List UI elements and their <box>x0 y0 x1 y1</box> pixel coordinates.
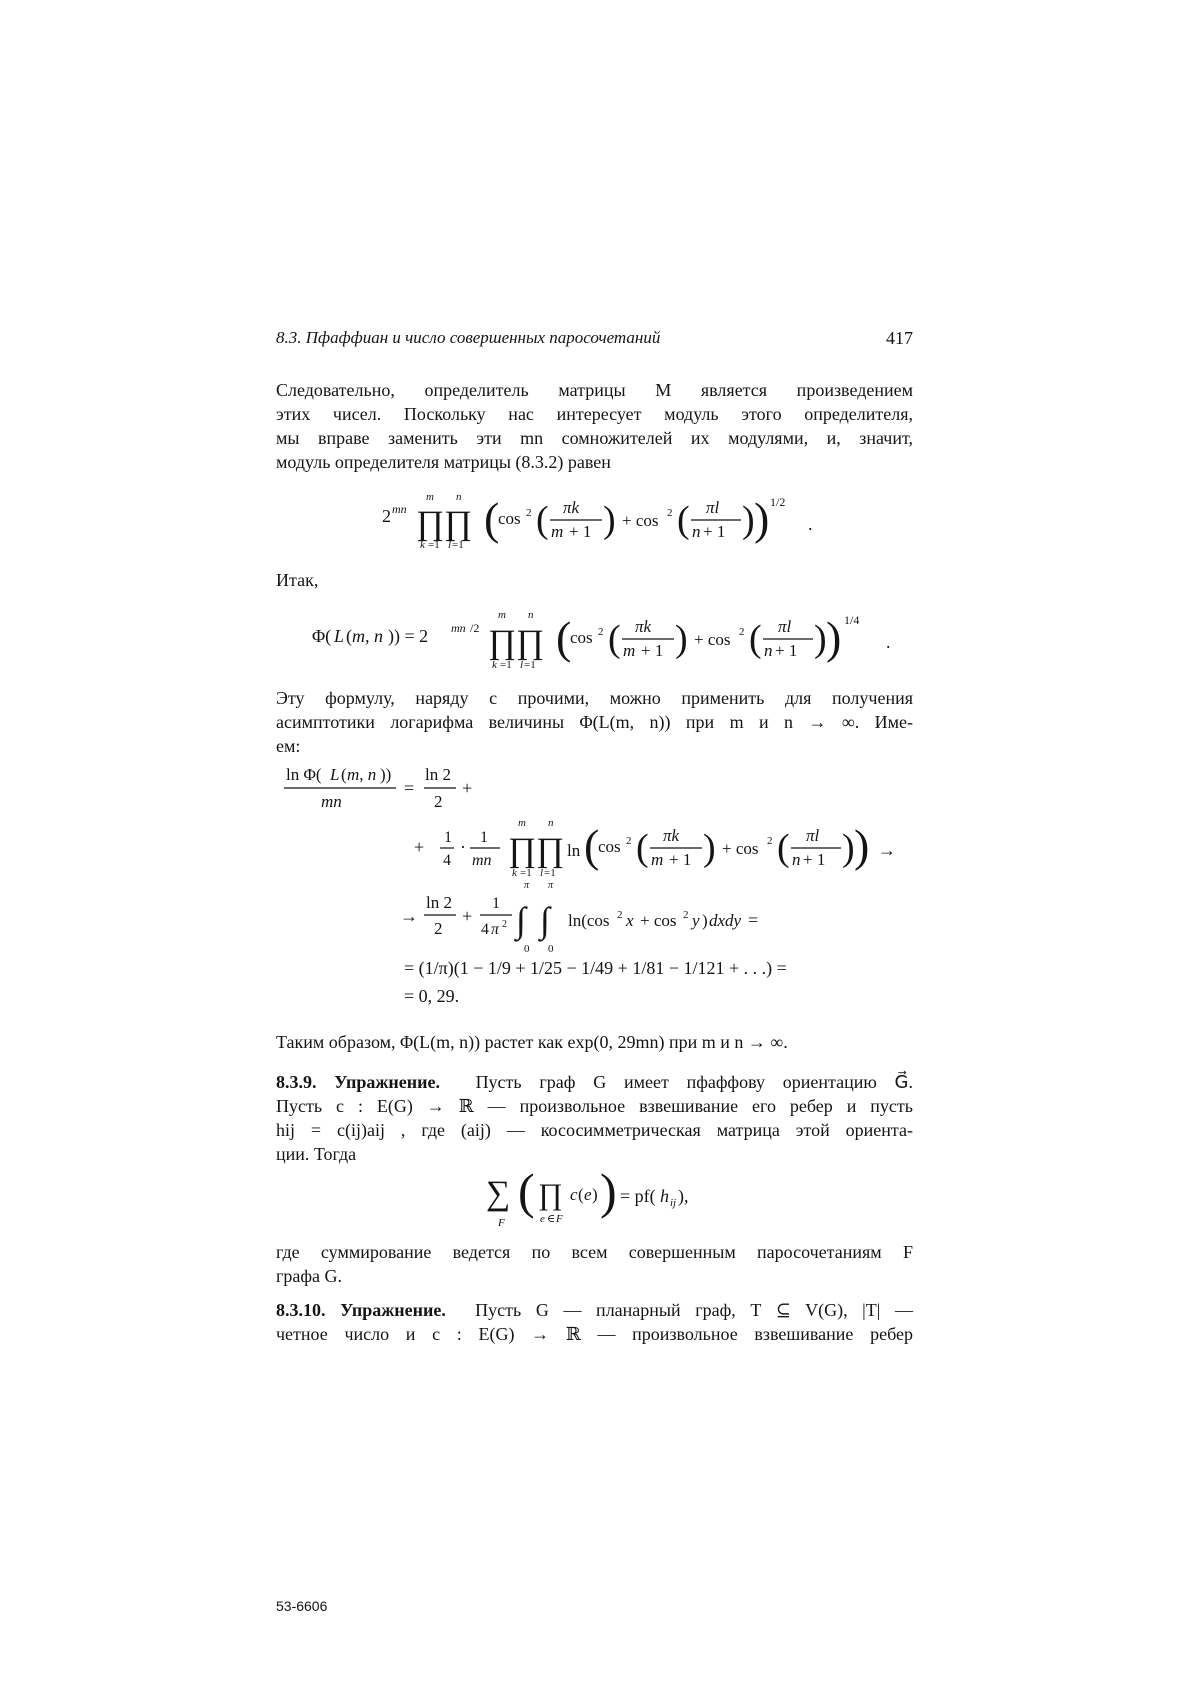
svg-text:+ cos: + cos <box>694 630 731 649</box>
paragraph-1 <box>276 378 913 474</box>
svg-text:m, n: m, n <box>347 765 377 784</box>
svg-text:ln Φ(: ln Φ( <box>286 765 322 784</box>
svg-text:2: 2 <box>739 626 745 638</box>
svg-text:n: n <box>792 850 801 869</box>
text-line <box>276 1298 913 1322</box>
svg-text:): ) <box>702 911 708 930</box>
svg-text:1: 1 <box>444 829 452 846</box>
printer-signature: 53-6606 <box>276 1598 328 1614</box>
svg-text:(: ( <box>584 820 600 871</box>
exercise-8-3-9-after <box>276 1240 913 1288</box>
svg-text:(: ( <box>677 499 690 541</box>
svg-text:m: m <box>551 522 564 541</box>
svg-text:): ) <box>754 493 770 544</box>
svg-text:(: ( <box>578 1185 584 1204</box>
svg-text:1: 1 <box>480 829 488 846</box>
equation-phi <box>300 604 900 678</box>
exercise-label: 8.3.9. Упражнение. <box>276 1072 441 1092</box>
svg-text:=1: =1 <box>500 659 512 671</box>
svg-text:+ cos: + cos <box>640 911 677 930</box>
text-line: асимптотики логарифма величины Φ(L(m, n)) при m и n → ∞. Име- <box>276 712 913 732</box>
svg-text:(: ( <box>484 493 500 544</box>
svg-text:2: 2 <box>683 909 689 921</box>
svg-text:mn: mn <box>321 792 342 811</box>
svg-text:∫: ∫ <box>516 900 526 940</box>
paragraph-2 <box>276 686 913 758</box>
svg-text:.: . <box>886 632 891 652</box>
svg-text:→: → <box>878 840 896 860</box>
svg-text:+ 1: + 1 <box>803 850 826 869</box>
svg-text:ln: ln <box>567 841 581 860</box>
svg-text:),: ), <box>678 1186 689 1206</box>
svg-text:): ) <box>842 827 855 869</box>
svg-text:1/2: 1/2 <box>770 495 786 509</box>
svg-text:n: n <box>692 522 701 541</box>
svg-text:.: . <box>808 514 813 534</box>
svg-text:ln(cos: ln(cos <box>568 911 610 930</box>
svg-text:2: 2 <box>617 909 623 921</box>
svg-text:=: = <box>748 910 759 930</box>
svg-text:m: m <box>426 491 434 503</box>
exercise-8-3-9 <box>276 1070 913 1166</box>
series-line: = (1/π)(1 − 1/9 + 1/25 − 1/49 + 1/81 − 1/121 + . . .) = <box>404 958 787 978</box>
svg-text:)): )) <box>380 765 392 784</box>
svg-text:l: l <box>448 539 452 551</box>
page-number: 417 <box>886 328 913 348</box>
svg-text:(: ( <box>518 1164 535 1219</box>
svg-text:+ 1: + 1 <box>669 850 692 869</box>
svg-text:L: L <box>330 765 340 784</box>
svg-text:F: F <box>498 1217 505 1229</box>
svg-text:2: 2 <box>598 626 604 638</box>
svg-text:0: 0 <box>524 943 530 955</box>
svg-text:e: e <box>584 1185 592 1204</box>
svg-text:+ cos: + cos <box>722 839 759 858</box>
text-line: Следовательно, определитель матрицы M является произведением <box>276 380 913 400</box>
svg-text:m, n: m, n <box>352 626 383 646</box>
text-line: ции. Тогда <box>276 1144 357 1164</box>
svg-text:m: m <box>651 850 664 869</box>
text-line: модуль определителя матрицы (8.3.2) равен <box>276 452 611 472</box>
svg-text:(: ( <box>636 827 649 869</box>
result-line: = 0, 29. <box>404 986 460 1006</box>
svg-text:∏: ∏ <box>538 1178 563 1211</box>
svg-text:ij: ij <box>670 1197 677 1209</box>
svg-text:(: ( <box>777 827 790 869</box>
svg-text:L: L <box>334 626 345 646</box>
text-line: где суммирование ведется по всем совершенным паросочетаниям F <box>276 1242 913 1262</box>
text-line <box>276 1070 913 1094</box>
text-line: Пусть c : E(G) → ℝ — произвольное взвешивание его ребер и пусть <box>276 1096 913 1116</box>
exercise-text: Пусть G — планарный граф, T ⊆ V(G), |T| — <box>475 1300 914 1320</box>
text-line: ем: <box>276 736 301 756</box>
equation-pfaffian-sum <box>480 1164 740 1234</box>
svg-text:∏: ∏ <box>488 624 516 661</box>
svg-text:π: π <box>548 880 554 891</box>
svg-text:πl: πl <box>806 826 820 845</box>
svg-text:cos: cos <box>570 628 593 647</box>
svg-text:∫: ∫ <box>540 900 550 940</box>
exercise-text: Пусть граф G имеет пфаффову ориентацию G⃗. <box>475 1072 913 1092</box>
svg-text:2: 2 <box>434 792 443 811</box>
svg-text:l: l <box>540 867 544 879</box>
svg-text:4: 4 <box>481 921 489 938</box>
svg-text:(: ( <box>536 499 549 541</box>
svg-text:m: m <box>498 609 506 621</box>
svg-text:n: n <box>548 817 554 829</box>
svg-text:=: = <box>404 778 415 798</box>
svg-text:m: m <box>623 641 636 660</box>
svg-text:x: x <box>626 911 634 930</box>
svg-text:=1: =1 <box>524 659 536 671</box>
text-line: hij = c(ij)aij , где (aij) — кососимметрическая матрица этой ориента- <box>276 1120 913 1140</box>
svg-text:F: F <box>556 1213 563 1225</box>
svg-text:): ) <box>854 820 870 871</box>
svg-text:+ 1: + 1 <box>775 641 798 660</box>
svg-text:y: y <box>692 911 700 930</box>
svg-text:4: 4 <box>443 852 451 869</box>
svg-text:cos: cos <box>598 837 621 856</box>
svg-text:2: 2 <box>434 919 443 938</box>
svg-text:h: h <box>660 1186 669 1206</box>
svg-text:·: · <box>460 837 466 857</box>
exercise-label: 8.3.10. Упражнение. <box>276 1300 446 1320</box>
svg-text:): ) <box>742 499 755 541</box>
svg-text:=1: =1 <box>520 867 532 879</box>
svg-text:): ) <box>592 1185 598 1204</box>
svg-text:dxdy: dxdy <box>709 911 742 930</box>
text-line: мы вправе заменить эти mn сомножителей их модулями, и, значит, <box>276 428 913 448</box>
svg-text:=1: =1 <box>428 539 440 551</box>
svg-text:πk: πk <box>663 826 680 845</box>
svg-text:2: 2 <box>667 507 673 519</box>
svg-text:2: 2 <box>767 835 773 847</box>
svg-text:): ) <box>814 618 827 660</box>
running-title: 8.3. Пфаффиан и число совершенных паросочетаний <box>276 328 661 347</box>
svg-text:)) = 2: )) = 2 <box>388 626 429 646</box>
text-line: этих чисел. Поскольку нас интересует модуль этого определителя, <box>276 404 913 424</box>
svg-text:+: + <box>462 778 473 798</box>
svg-text:∏: ∏ <box>416 505 444 542</box>
svg-text:πl: πl <box>778 617 792 636</box>
svg-text:∏: ∏ <box>536 832 564 869</box>
svg-text:mn: mn <box>392 502 407 516</box>
svg-text:+ 1: + 1 <box>569 522 592 541</box>
running-header <box>276 326 913 350</box>
svg-text:πl: πl <box>706 498 720 517</box>
svg-text:k: k <box>420 539 425 551</box>
svg-text:): ) <box>703 827 716 869</box>
svg-text:n: n <box>764 641 773 660</box>
svg-text:1: 1 <box>492 895 500 912</box>
text-line: графа G. <box>276 1266 343 1286</box>
svg-text:n: n <box>528 609 534 621</box>
svg-text:∏: ∏ <box>444 505 472 542</box>
svg-text:(: ( <box>341 765 347 784</box>
svg-text:ln 2: ln 2 <box>426 893 452 912</box>
paragraph-itak <box>276 568 913 592</box>
svg-text:→: → <box>400 906 418 926</box>
svg-text:2: 2 <box>626 835 632 847</box>
svg-text:(: ( <box>346 626 352 646</box>
svg-text:): ) <box>600 1164 617 1219</box>
svg-text:ln 2: ln 2 <box>425 765 451 784</box>
svg-text:k: k <box>492 659 497 671</box>
svg-text:+ 1: + 1 <box>703 522 726 541</box>
text-line: Итак, <box>276 570 319 590</box>
svg-text:cos: cos <box>498 509 521 528</box>
svg-text:+: + <box>462 906 473 926</box>
svg-text:∈: ∈ <box>547 1213 556 1225</box>
svg-text:∏: ∏ <box>516 624 544 661</box>
svg-text:Φ(: Φ( <box>312 626 332 646</box>
svg-text:π: π <box>524 880 530 891</box>
text-line: Таким образом, Φ(L(m, n)) растет как exp(0, 29mn) при m и n → ∞. <box>276 1032 788 1052</box>
exercise-8-3-10 <box>276 1298 913 1346</box>
svg-text:πk: πk <box>563 498 580 517</box>
svg-text:mn: mn <box>472 852 492 869</box>
equation-determinant-modulus <box>370 488 820 562</box>
svg-text:∏: ∏ <box>508 832 536 869</box>
svg-text:+ 1: + 1 <box>641 641 664 660</box>
svg-text:1/4: 1/4 <box>844 613 860 627</box>
svg-text:/2: /2 <box>470 621 480 635</box>
svg-text:(: ( <box>749 618 762 660</box>
svg-text:πk: πk <box>635 617 652 636</box>
svg-text:+: + <box>414 837 425 857</box>
svg-text:0: 0 <box>548 943 554 955</box>
svg-text:m: m <box>518 817 526 829</box>
svg-text:=1: =1 <box>544 867 556 879</box>
svg-text:(: ( <box>556 612 572 663</box>
svg-text:2: 2 <box>382 506 391 526</box>
svg-text:l: l <box>520 659 524 671</box>
equation-log-asymptotics <box>276 760 916 1020</box>
svg-text:n: n <box>456 491 462 503</box>
svg-text:e: e <box>540 1213 545 1225</box>
paragraph-conclusion <box>276 1030 913 1054</box>
svg-text:π: π <box>491 921 500 938</box>
svg-text:k: k <box>512 867 517 879</box>
svg-text:=1: =1 <box>452 539 464 551</box>
svg-text:2: 2 <box>502 919 507 930</box>
svg-text:2: 2 <box>526 507 532 519</box>
svg-text:): ) <box>603 499 616 541</box>
svg-text:mn: mn <box>451 621 466 635</box>
svg-text:= pf(: = pf( <box>620 1186 656 1206</box>
svg-text:(: ( <box>608 618 621 660</box>
svg-text:∑: ∑ <box>486 1175 511 1212</box>
svg-text:): ) <box>675 618 688 660</box>
text-line: Эту формулу, наряду с прочими, можно применить для получения <box>276 688 913 708</box>
text-line: четное число и c : E(G) → ℝ — произвольное взвешивание ребер <box>276 1324 913 1344</box>
svg-text:+ cos: + cos <box>622 511 659 530</box>
svg-text:): ) <box>826 612 842 663</box>
svg-text:c: c <box>570 1185 578 1204</box>
